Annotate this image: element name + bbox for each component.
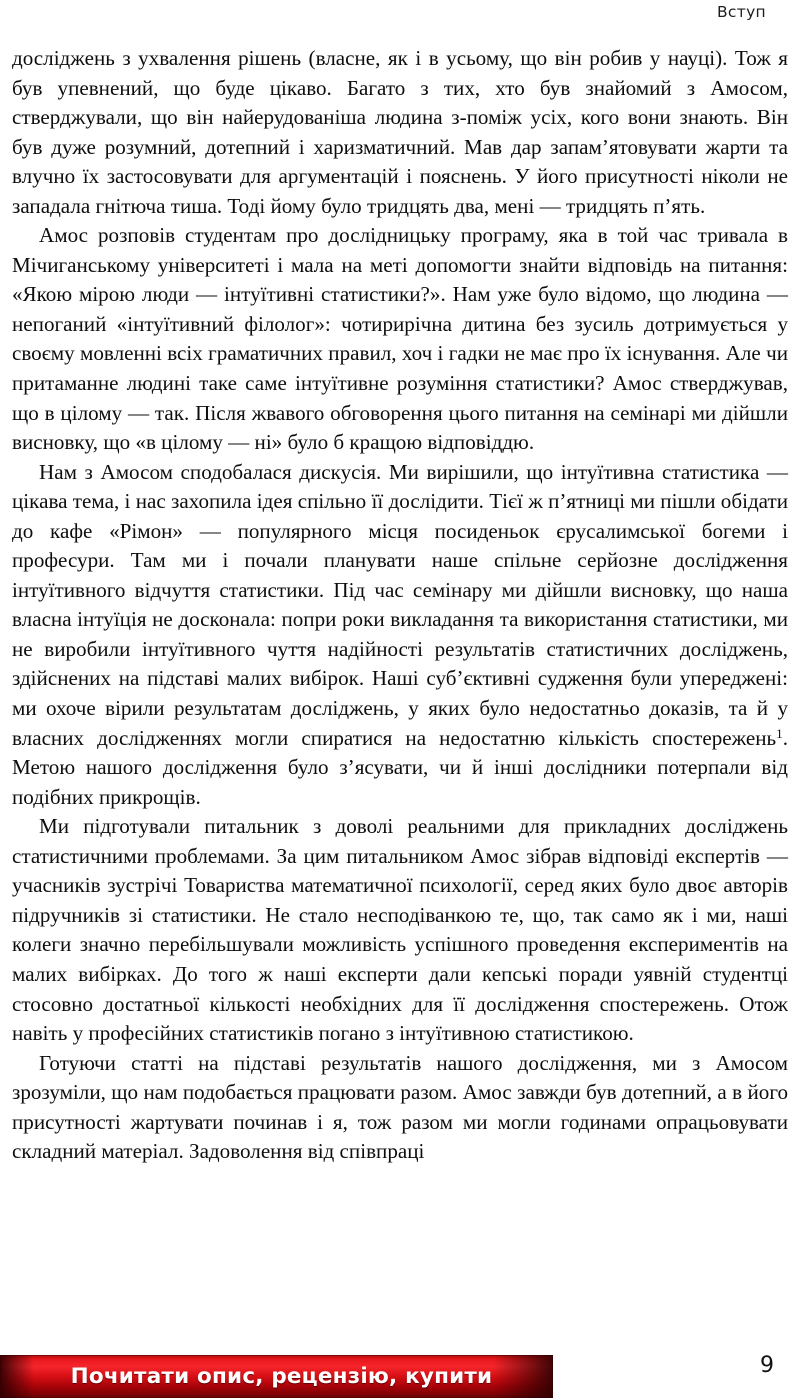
page-text-block: [12, 44, 788, 1167]
paragraph-3: [12, 458, 788, 813]
paragraph-5: Готуючи статті на підставі результатів нашого дослідження, ми з Амосом зрозуміли, що нам подобається працювати разом. Амос завжди був дотепний, а в його присутності жартувати починав і я, тож разом ми могли годинами опрацьовувати складний матеріал. Задоволення від співпраці: [12, 1050, 788, 1164]
paragraph-1: досліджень з ухвалення рішень (власне, як і в усьому, що він робив у науці). Тож я був упевнений, що буде цікаво. Багато з тих, хто був знайомий з Амосом, стверджували, що він найерудованіша людина з-поміж усіх, кого вони знають. Він був дуже розумний, дотепний і харизматичний. Мав дар запам’ятовувати жарти та влучно їх застосовувати для аргументацій і пояснень. У його присутності ніколи не западала гнітюча тиша. Тоді йому було тридцять два, мені — тридцять п’ять.: [12, 46, 788, 218]
paragraph-4: Ми підготували питальник з доволі реальними для прикладних досліджень статистичними проблемами. За цим питальником Амос зібрав відповіді експертів — учасників зустрічі Товариства математичної психології, серед яких було двоє авторів підручників зі статистики. Не стало несподіванкою те, що, так само як і ми, наші колеги значно перебільшували можливість успішного проведення експериментів на малих вибірках. До того ж наші експерти дали кепські поради уявній студентці стосовно достатньої кількості необхідних для її дослідження спостережень. Отож навіть у професійних статистиків погано з інтуїтивною статистикою.: [12, 814, 788, 1046]
running-head: Вступ: [717, 3, 766, 21]
footnote-reference-1[interactable]: 1: [776, 725, 783, 741]
promo-banner-label: Почитати опис, рецензію, купити: [70, 1364, 493, 1389]
paragraph-3-main: Нам з Амосом сподобалася дискусія. Ми вирішили, що інтуїтивна статистика — цікава тема, і нас захопила ідея спільно її дослідити. Тієї ж п’ятниці ми пішли обідати до кафе «Рімон» — популярного місця посиденьок єрусалимської богеми і професури. Там ми і почали планувати наше спільне серйозне дослідження інтуїтивного відчуття статистики. Під час семінару ми дійшли висновку, що наша власна інтуїція не досконала: попри роки викладання та використання статистики, ми не виробили інтуїтивного чуття надійності результатів статистичних досліджень, здійснених на підставі малих вибірок. Наші суб’єктивні судження були упереджені: ми охоче вірили результатам досліджень, у яких було недостатньо доказів, та й у власних дослідженнях могли спиратися на недостатню кількість спостережень: [12, 459, 788, 750]
page-number: 9: [760, 1353, 774, 1378]
paragraph-2: Амос розповів студентам про дослідницьку програму, яка в той час тривала в Мічиганському університеті і мала на меті допомогти знайти відповідь на питання: «Якою мірою люди — інтуїтивні статистики?». Нам уже було відомо, що людина — непоганий «інтуїтивний філолог»: чотирирічна дитина без зусиль дотримується у своєму мовленні всіх граматичних правил, хоч і гадки не має про їх існування. Але чи притаманне людині таке саме інтуїтивне розуміння статистики? Амос стверджував, що в цілому — так. Після жвавого обговорення цього питання на семінарі ми дійшли висновку, що «в цілому — ні» було б кращою відповіддю.: [12, 223, 788, 455]
paragraph-3-tail: . Метою нашого дослідження було з’ясувати, чи й інші дослідники потерпали від подібних прикрощів.: [12, 725, 788, 809]
